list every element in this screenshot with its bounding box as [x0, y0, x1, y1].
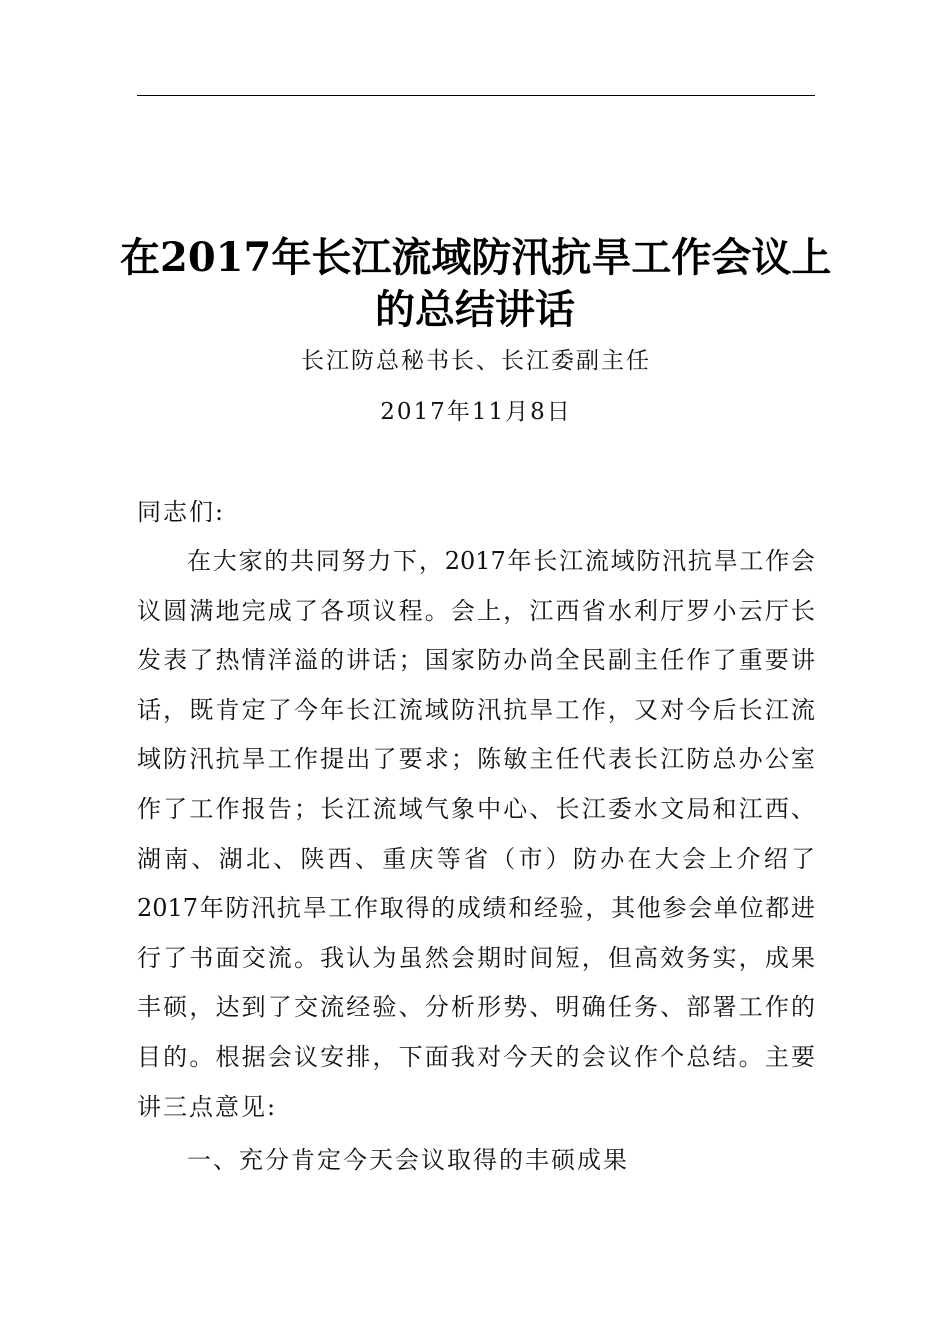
document-title-line-2: 的总结讲话 — [375, 286, 575, 333]
paragraph-line: 在大家的共同努力下，2017年长江流域防汛抗旱工作会 — [187, 547, 815, 575]
paragraph-line: 丰硕，达到了交流经验、分析形势、明确任务、部署工作的 — [137, 993, 815, 1022]
paragraph-line: 2017年防汛抗旱工作取得的成绩和经验，其他参会单位都进 — [137, 894, 815, 923]
paragraph-line: 湖南、湖北、陕西、重庆等省（市）防办在大会上介绍了 — [137, 844, 815, 873]
paragraph-line: 发表了热情洋溢的讲话；国家防办尚全民副主任作了重要讲 — [137, 646, 815, 675]
document-title-line-1: 在2017年长江流域防汛抗旱工作会议上 — [120, 234, 832, 281]
paragraph-line: 话，既肯定了今年长江流域防汛抗旱工作，又对今后长江流 — [137, 695, 815, 724]
paragraph-line: 行了书面交流。我认为虽然会期时间短，但高效务实，成果 — [137, 943, 815, 972]
paragraph-line: 域防汛抗旱工作提出了要求；陈敏主任代表长江防总办公室 — [137, 745, 815, 774]
header-rule — [137, 95, 815, 96]
salutation: 同志们: — [137, 498, 226, 526]
speaker-title: 长江防总秘书长、长江委副主任 — [301, 348, 651, 374]
paragraph-line: 作了工作报告；长江流域气象中心、长江委水文局和江西、 — [137, 794, 815, 823]
paragraph-line: 议圆满地完成了各项议程。会上，江西省水利厅罗小云厅长 — [137, 596, 815, 625]
paragraph-1 — [137, 544, 815, 1139]
section-1-heading: 一、充分肯定今天会议取得的丰硕成果 — [187, 1146, 629, 1174]
document-title — [120, 232, 830, 336]
speech-date: 2017年11月8日 — [380, 399, 572, 425]
paragraph-line: 讲三点意见: — [137, 1092, 278, 1121]
paragraph-line: 目的。根据会议安排，下面我对今天的会议作个总结。主要 — [137, 1042, 815, 1071]
